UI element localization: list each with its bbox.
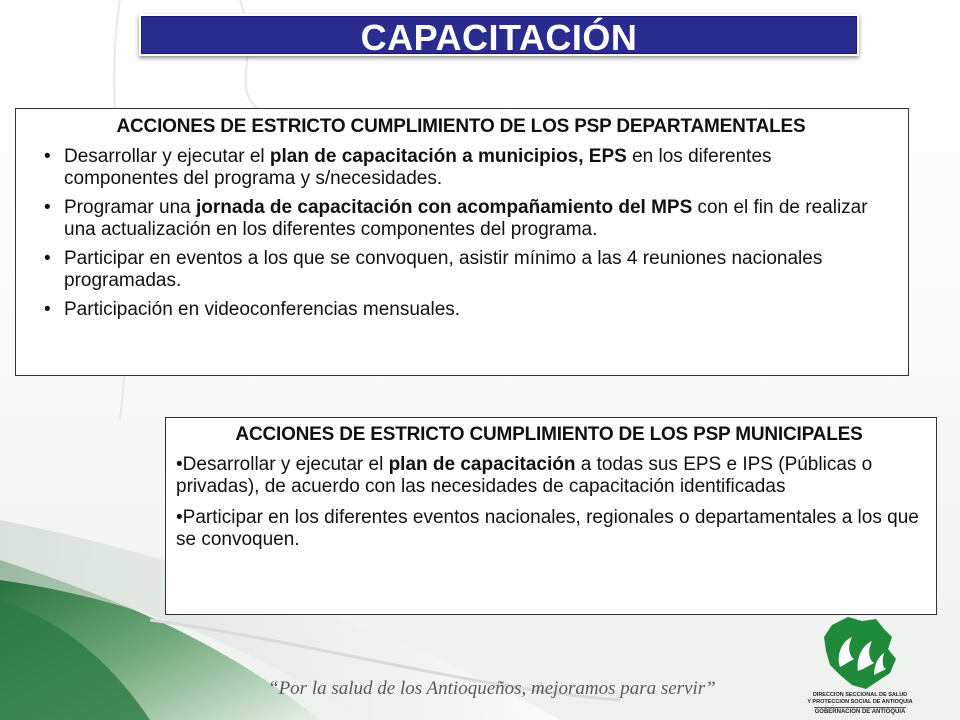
bullet: • bbox=[44, 299, 51, 320]
title-banner bbox=[139, 14, 859, 56]
list-item: •Participar en los diferentes eventos nacionales, regionales o departamentales a los que se convoquen. bbox=[176, 507, 919, 550]
bullet: • bbox=[44, 146, 51, 167]
bullet: • bbox=[44, 197, 51, 218]
municipal-heading: ACCIONES DE ESTRICTO CUMPLIMIENTO DE LOS PSP MUNICIPALES bbox=[235, 424, 863, 445]
page-title: CAPACITACIÓN bbox=[360, 17, 638, 58]
list-item: • Desarrollar y ejecutar el plan de capacitación a municipios, EPS en los diferentes componentes del programa y s/necesidades. bbox=[44, 146, 772, 189]
list-item: • Programar una jornada de capacitación con acompañamiento del MPS con el fin de realizar una actualización en los diferentes componentes del programa. bbox=[44, 197, 868, 240]
list-item: • Participación en videoconferencias mensuales. bbox=[44, 299, 461, 320]
list-item: •Desarrollar y ejecutar el plan de capacitación a todas sus EPS e IPS (Públicas o privadas), de acuerdo con las necesidades de capacitación identificadas bbox=[176, 454, 873, 497]
municipal-actions-box bbox=[165, 417, 937, 615]
antioquia-map-icon bbox=[818, 615, 902, 691]
departamental-list bbox=[34, 146, 888, 321]
logo-text-line2: Y PROTECCION SOCIAL DE ANTIOQUIA bbox=[807, 699, 913, 705]
logo-divider bbox=[814, 707, 906, 708]
departamental-actions-box bbox=[15, 108, 909, 376]
logo-text-line3: GOBERNACION DE ANTIOQUIA bbox=[814, 709, 906, 715]
logo-text-line1: DIRECCION SECCIONAL DE SALUD bbox=[812, 692, 908, 698]
municipal-list bbox=[176, 454, 922, 551]
departamental-heading: ACCIONES DE ESTRICTO CUMPLIMIENTO DE LOS PSP DEPARTAMENTALES bbox=[116, 116, 806, 137]
bullet: • bbox=[44, 248, 51, 269]
gobernacion-logo bbox=[804, 615, 916, 720]
list-item: • Participar en eventos a los que se convoquen, asistir mínimo a las 4 reuniones nacionales programadas. bbox=[44, 248, 823, 291]
slogan: “Por la salud de los Antioqueños, mejoramos para servir” bbox=[268, 678, 716, 699]
